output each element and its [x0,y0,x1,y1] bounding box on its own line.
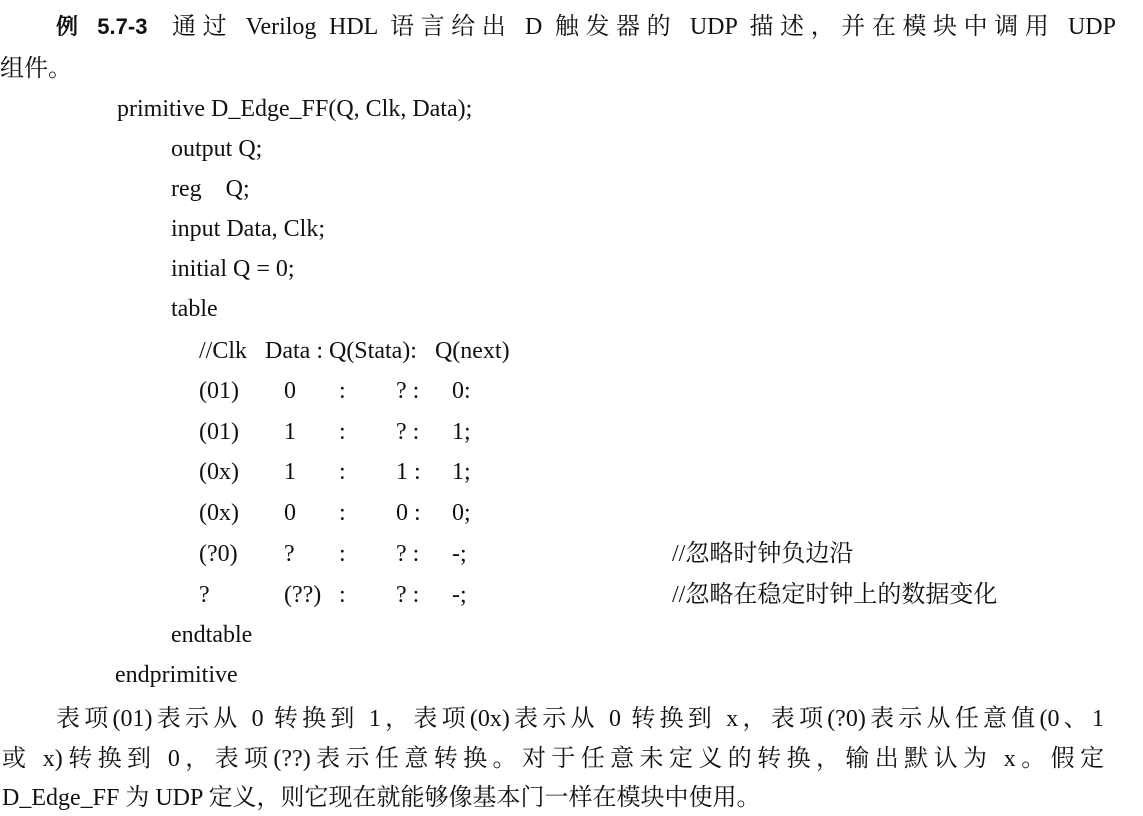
row-data: ? [284,541,295,567]
row-next: 0: [452,378,471,404]
row-clk: (01) [199,378,239,404]
table-header-comment: //Clk Data : Q(Stata): Q(next) [199,338,510,364]
row-next: -; [452,582,467,608]
row-clk: (0x) [199,500,239,526]
row-clk: ? [199,582,210,608]
row-clk: (?0) [199,541,238,567]
row-clk: (01) [199,419,239,445]
code-decl-reg: reg Q; [171,176,250,202]
row-state: ? : [396,378,420,404]
row-next: 1; [452,459,471,485]
code-endprimitive: endprimitive [115,662,238,688]
row-comment: //忽略在稳定时钟上的数据变化 [672,582,998,608]
row-sep: : [339,541,346,567]
row-comment: //忽略时钟负边沿 [672,541,854,567]
code-primitive-header: primitive D_Edge_FF(Q, Clk, Data); [117,96,473,122]
row-sep: : [339,378,346,404]
row-state: 1 : [396,459,421,485]
row-data: 0 [284,500,296,526]
row-sep: : [339,419,346,445]
row-state: ? : [396,541,420,567]
row-state: 0 : [396,500,421,526]
row-data: 1 [284,459,296,485]
row-data: (??) [284,582,322,608]
example-label: 例 5.7-3 [56,14,148,39]
code-endtable: endtable [171,622,253,648]
row-sep: : [339,582,346,608]
example-title-continued: 组件。 [0,56,72,82]
row-sep: : [339,459,346,485]
code-table-keyword: table [171,296,218,322]
row-next: -; [452,541,467,567]
row-data: 1 [284,419,296,445]
row-state: ? : [396,419,420,445]
explanation-line-3: D_Edge_FF 为 UDP 定义，则它现在就能够像基本门一样在模块中使用。 [2,785,761,811]
row-clk: (0x) [199,459,239,485]
example-heading [56,12,1116,42]
explanation-line-1: 表项(01)表示从 0 转换到 1，表项(0x)表示从 0 转换到 x，表项(?0)表示从任意值(0、1 [56,706,1104,732]
code-decl-initial: initial Q = 0; [171,256,295,282]
code-decl-input: input Data, Clk; [171,216,325,242]
row-next: 1; [452,419,471,445]
explanation-line-2: 或 x)转换到 0，表项(??)表示任意转换。对于任意未定义的转换，输出默认为 x。假定 [2,746,1104,772]
example-title: 通过 Verilog HDL 语言给出 D 触发器的 UDP 描述，并在模块中调用 UDP [165,14,1116,40]
row-data: 0 [284,378,296,404]
row-sep: : [339,500,346,526]
code-decl-output: output Q; [171,136,263,162]
row-next: 0; [452,500,471,526]
row-state: ? : [396,582,420,608]
